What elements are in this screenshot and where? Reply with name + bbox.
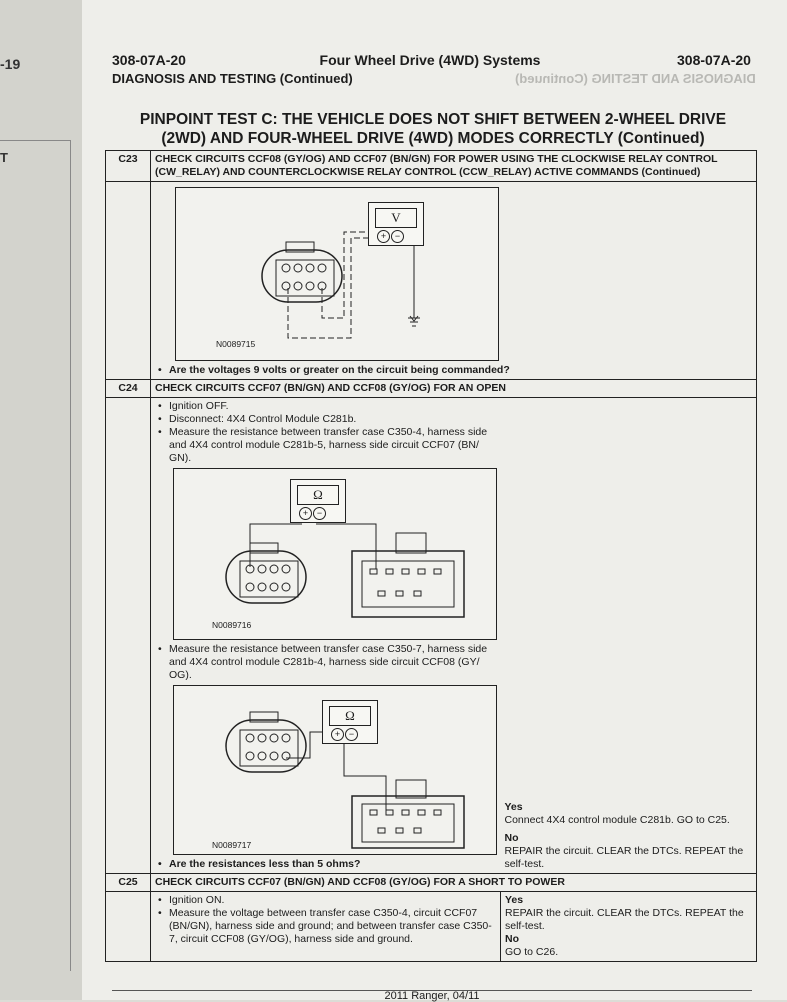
step-instruction: • Measure the voltage between transfer case C350-4, circuit CCF07 (BN/GN), harness side and ground; and between transfer case C350-7, circuit CCF08 (GY/OG), harness side and ground. [169,907,496,946]
step-instruction: • Measure the resistance between transfer case C350-7, harness side and 4X4 control module C281b-4, harness side circuit CCF08 (GY/ OG). [169,643,497,682]
step-instruction: • Measure the resistance between transfer case C350-4, harness side and 4X4 control module C281b-5, harness side circuit CCF07 (BN/ GN). [169,426,497,465]
voltmeter [368,202,424,246]
step-question: • Are the resistances less than 5 ohms? [169,858,497,871]
adjacent-page-number: -19 [0,56,21,72]
step-question: • Are the voltages 9 volts or greater on the circuit being commanded? [169,364,752,377]
pinpoint-test-title: PINPOINT TEST C: THE VEHICLE DOES NOT SHIFT BETWEEN 2-WHEEL DRIVE (2WD) AND FOUR-WHEEL DRIVE (4WD) MODES CORRECTLY (Continued) [139,111,727,147]
page-number-left: 308-07A-20 [112,52,186,68]
step-row-c24 [106,380,757,398]
step-instruction: • Disconnect: 4X4 Control Module C281b. [169,413,497,426]
result-no-label: No [505,933,519,945]
step-id: C23 [106,151,151,182]
meter-symbol: V [375,208,417,228]
step-result [501,398,757,874]
minus-terminal: − [391,230,404,243]
result-no-text: REPAIR the circuit. CLEAR the DTCs. REPEAT the self-test. [504,845,744,870]
minus-terminal: − [313,507,326,520]
step-heading: CHECK CIRCUITS CCF07 (BN/GN) AND CCF08 (GY/OG) FOR AN OPEN [151,380,757,398]
plus-terminal: + [299,507,312,520]
step-instruction: • Ignition OFF. [169,400,497,413]
step-id: C25 [106,874,151,892]
pinpoint-test-table [105,150,757,962]
step-id: C24 [106,380,151,398]
figure-id: N0089715 [216,339,256,349]
adjacent-page-strip [0,0,82,1000]
minus-terminal: − [345,728,358,741]
meter-symbol: Ω [329,706,371,726]
ohmmeter [290,479,346,523]
step-instruction: • Ignition ON. [169,894,496,907]
section-title: Four Wheel Drive (4WD) Systems [319,52,541,68]
result-yes-label: Yes [505,894,524,906]
result-no-label: No [504,832,519,844]
result-no-text: GO to C26. [505,946,559,958]
step-row-c23 [106,151,757,182]
step-heading: CHECK CIRCUITS CCF08 (GY/OG) AND CCF07 (BN/GN) FOR POWER USING THE CLOCKWISE RELAY CONTROL (CW_RELAY) AND COUNTERCLOCKWISE RELAY CONTROL (CCW_RELAY) ACTIVE COMMANDS (Continued) [151,151,757,182]
step-body-c25 [106,892,757,962]
step-result [501,892,757,962]
voltage-test-figure [175,187,499,361]
resistance-test-figure-2 [173,685,497,855]
plus-terminal: + [377,230,390,243]
figure-id: N0089716 [212,620,252,630]
adjacent-page-label: T [0,150,8,165]
page-number-right: 308-07A-20 [677,52,751,68]
adjacent-page-box [0,140,71,971]
result-yes-label: Yes [504,801,523,813]
result-yes-text: Connect 4X4 control module C281b. GO to C25. [504,814,730,826]
section-subheader: DIAGNOSIS AND TESTING (Continued) [112,71,353,86]
result-yes-text: REPAIR the circuit. CLEAR the DTCs. REPEAT the self-test. [505,907,744,932]
plus-terminal: + [331,728,344,741]
step-body-c24 [106,398,757,874]
bleed-through-text: DIAGNOSIS AND TESTING (Continued) [515,71,756,86]
step-heading: CHECK CIRCUITS CCF07 (BN/GN) AND CCF08 (GY/OG) FOR A SHORT TO POWER [151,874,757,892]
ohmmeter [322,700,378,744]
figure-id: N0089717 [212,840,252,850]
wiring-diagram [176,188,498,360]
step-row-c25 [106,874,757,892]
meter-symbol: Ω [297,485,339,505]
page-footer: 2011 Ranger, 04/11 [384,990,480,1002]
resistance-test-figure-1 [173,468,497,640]
step-body-c23 [106,182,757,380]
